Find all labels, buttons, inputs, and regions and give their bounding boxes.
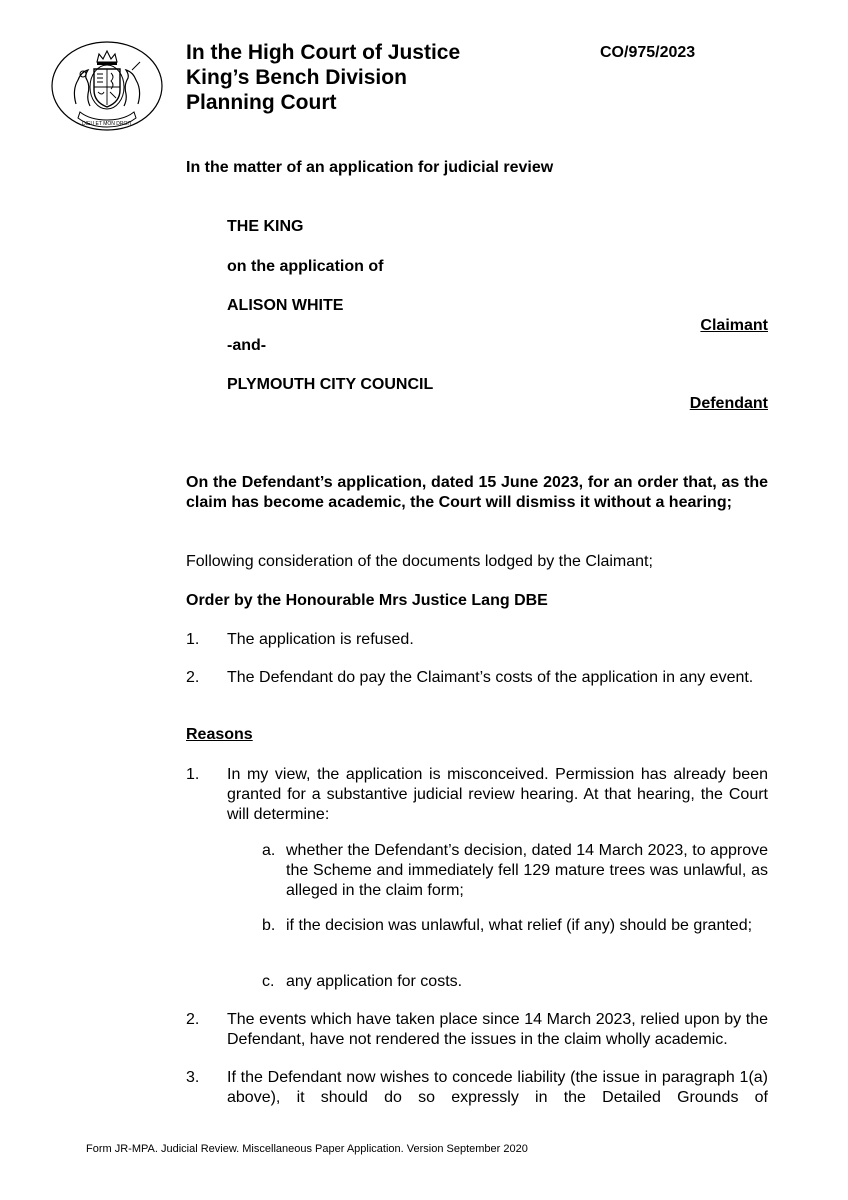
subpoint-text: any application for costs. [286, 973, 463, 990]
form-footer: Form JR-MPA. Judicial Review. Miscellaneous Paper Application. Version September 2020 [86, 1143, 528, 1155]
reason-text: In my view, the application is misconceived. Permission has already been granted for a substantive judicial review hearing. At that hearing, the Court will determine: [227, 766, 768, 823]
consideration-paragraph: Following consideration of the documents lodged by the Claimant; [186, 553, 653, 570]
reasons-heading: Reasons [186, 726, 253, 743]
party-the-king: THE KING [227, 218, 304, 235]
order-number: 1. [186, 631, 200, 648]
defendant-role: Defendant [689, 395, 768, 412]
subpoint-text: if the decision was unlawful, what relief (if any) should be granted; [286, 917, 753, 934]
subpoint-text: whether the Defendant’s decision, dated 14 March 2023, to approve the Scheme and immediately fell 129 mature trees was unlawful, as alleged in the claim form; [286, 842, 768, 899]
defendant-name: PLYMOUTH CITY COUNCIL [227, 376, 434, 393]
claimant-role: Claimant [700, 317, 768, 334]
order-number: 2. [186, 669, 200, 686]
reason-text: If the Defendant now wishes to concede liability (the issue in paragraph 1(a) above), it should do so expressly in the Detailed Grounds of [227, 1069, 768, 1106]
matter-line: In the matter of an application for judicial review [186, 159, 554, 176]
subpoint-letter: a. [262, 842, 276, 859]
and-separator: -and- [227, 337, 267, 354]
application-paragraph: On the Defendant’s application, dated 15 June 2023, for an order that, as the claim has become academic, the Court will dismiss it without a hearing; [186, 474, 768, 511]
claimant-name: ALISON WHITE [227, 297, 344, 314]
order-text: The application is refused. [227, 631, 414, 648]
reason-number: 2. [186, 1011, 200, 1028]
court-name: In the High Court of Justice [186, 41, 461, 64]
court-heading [186, 40, 460, 115]
reason-text: The events which have taken place since 14 March 2023, relied upon by the Defendant, have not rendered the issues in the claim wholly academic. [227, 1011, 768, 1048]
order-text: The Defendant do pay the Claimant’s costs of the application in any event. [227, 669, 754, 686]
subpoint-letter: b. [262, 917, 276, 934]
on-application-of: on the application of [227, 258, 384, 275]
royal-coat-of-arms [50, 40, 164, 132]
case-number: CO/975/2023 [600, 44, 696, 61]
reason-number: 3. [186, 1069, 200, 1086]
order-by: Order by the Honourable Mrs Justice Lang DBE [186, 592, 548, 609]
court-list: Planning Court [186, 91, 337, 114]
crest-motto: DIEU ET MON DROIT [82, 121, 132, 127]
reason-number: 1. [186, 766, 200, 783]
subpoint-letter: c. [262, 973, 275, 990]
court-division: King’s Bench Division [186, 66, 407, 89]
